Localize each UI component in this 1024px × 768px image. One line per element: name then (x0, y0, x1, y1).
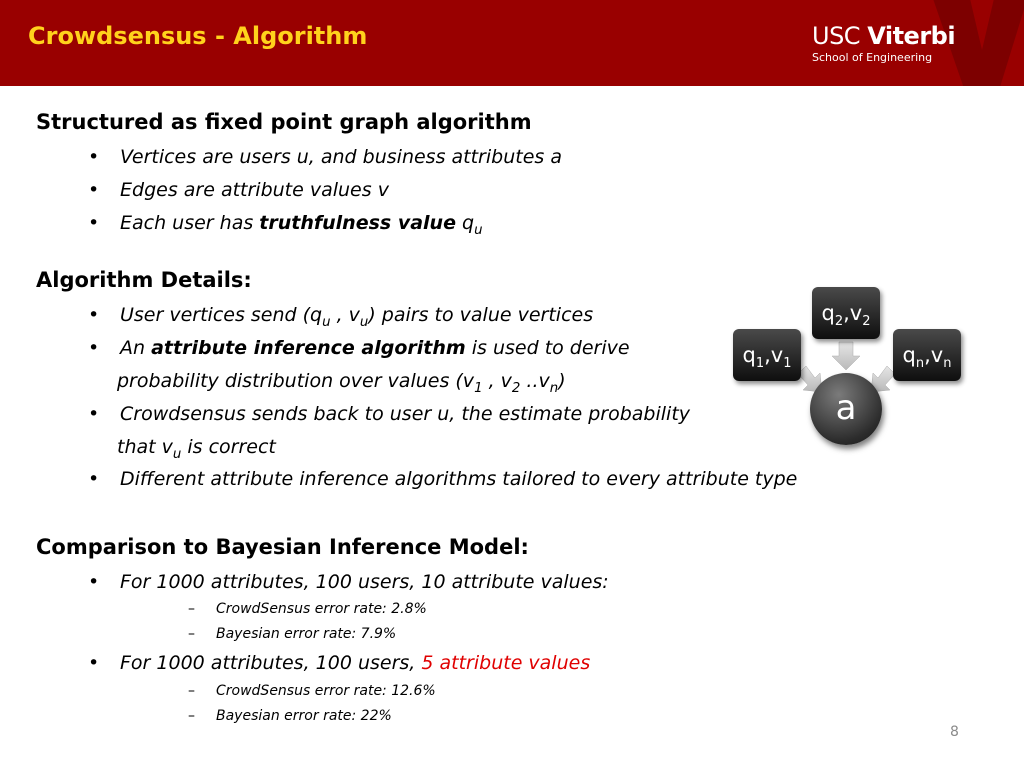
section-heading-details: Algorithm Details: (36, 268, 252, 292)
bullet-marker: • (88, 652, 100, 674)
dash-marker: – (188, 626, 195, 642)
bullet-marker: • (88, 403, 100, 425)
logo-usc-text: USC (812, 22, 861, 50)
dash-marker: – (188, 708, 195, 724)
bullet-marker: • (88, 304, 100, 326)
value-node-q1-v1: $q_1,v_1$ (733, 329, 801, 381)
section-heading-structure: Structured as fixed point graph algorithm (36, 110, 532, 134)
logo-school-text: School of Engineering (812, 51, 933, 64)
bullet-continuation: that $v_u$ is correct (117, 436, 276, 462)
attribute-node-a: a (810, 373, 882, 445)
dash-marker: – (188, 601, 195, 617)
value-node-q2-v2: $q_2,v_2$ (812, 287, 880, 339)
bullet-continuation: probability distribution over values ($v_1$ , $v_2$ $..v_n$) (117, 370, 566, 396)
bullet-marker: • (88, 337, 100, 359)
bullet-marker: • (88, 179, 100, 201)
bullet-marker: • (88, 212, 100, 234)
value-node-qn-vn: $q_n,v_n$ (893, 329, 961, 381)
bullet-marker: • (88, 468, 100, 490)
page-number: 8 (950, 724, 959, 740)
arrow-down-shape (832, 342, 860, 370)
section-heading-comparison: Comparison to Bayesian Inference Model: (36, 535, 529, 559)
logo-viterbi-text: Viterbi (867, 22, 956, 50)
slide-title: Crowdsensus - Algorithm (28, 22, 368, 50)
bullet-marker: • (88, 146, 100, 168)
dash-marker: – (188, 683, 195, 699)
bullet-marker: • (88, 571, 100, 593)
highlight-text: 5 attribute values (421, 652, 591, 674)
